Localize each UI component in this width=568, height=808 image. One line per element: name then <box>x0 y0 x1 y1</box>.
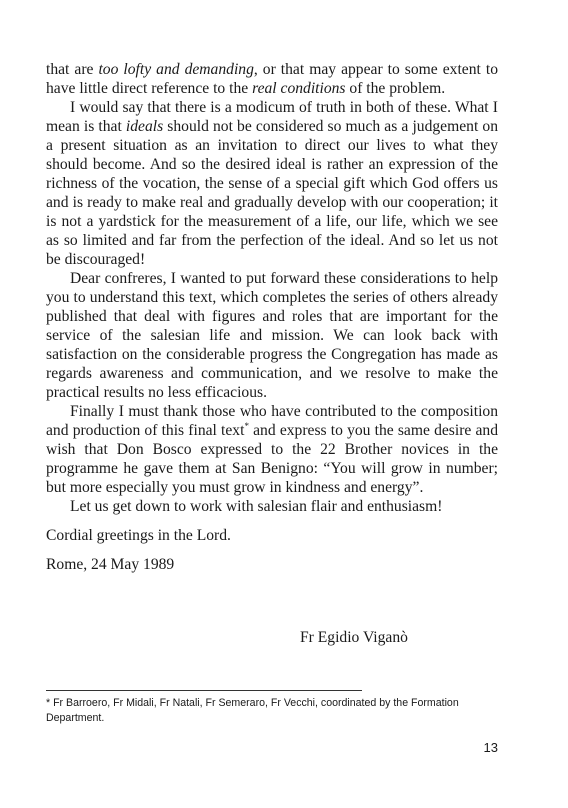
paragraph <box>46 497 498 516</box>
footnote-text: Fr Barroero, Fr Midali, Fr Natali, Fr Semeraro, Fr Vecchi, coordinated by the Formation Department. <box>46 697 459 724</box>
footnote-reference: * <box>244 420 249 431</box>
text-run: that are <box>46 61 99 78</box>
footnote-marker: * <box>46 697 51 709</box>
text-run: Dear confreres, I wanted to put forward these considerations to help you to understand this text, which completes the series of others already published that deal with figures and roles that are important for the service of the salesian life and mission. We can look back with satisfaction on the considerable progress the Congregation has made as regards awareness and communication, and we resolve to make the practical results no less efficacious. <box>46 270 498 401</box>
text-run: Let us get down to work with salesian flair and enthusiasm! <box>70 498 443 515</box>
paragraph <box>46 60 498 98</box>
text-run: , or that may appear to some extent to have little direct reference to the <box>46 61 498 97</box>
italic-text: too lofty and demanding <box>98 61 254 78</box>
letter-paragraphs <box>46 60 498 516</box>
footnote <box>46 696 498 726</box>
italic-text: real conditions <box>252 80 346 97</box>
paragraph <box>46 402 498 497</box>
closing-line: Cordial greetings in the Lord. <box>46 527 231 544</box>
body-text <box>46 60 498 574</box>
footnote-divider <box>46 690 362 691</box>
text-run: of the problem. <box>345 80 446 97</box>
paragraph <box>46 269 498 402</box>
page-number: 13 <box>483 740 498 755</box>
place-date: Rome, 24 May 1989 <box>46 556 175 573</box>
text-run: Finally I must thank those who have contributed to the composition and production of this final text <box>46 403 498 439</box>
text-run: should not be considered so much as a judgement on a present situation as an invitation to direct our lives to what they should become. And so the desired ideal is rather an expression of the richness of the vocation, the sense of a special gift which God offers us and is ready to make real and gradually develop with our cooperation; it is not a yardstick for the measurement of a life, our life, which we see as so limited and far from the perfection of the ideal. And so let us not be discouraged! <box>46 118 498 268</box>
text-run: I would say that there is a modicum of truth in both of these. What I mean is that <box>46 99 498 135</box>
paragraph <box>46 98 498 269</box>
text-run: and express to you the same desire and wish that Don Bosco expressed to the 22 Brother novices in the programme he gave them at San Benigno: “You will grow in number; but more especially you must grow in kindness and energy”. <box>46 422 499 496</box>
italic-text: ideals <box>125 118 164 135</box>
signature: Fr Egidio Viganò <box>300 629 408 646</box>
